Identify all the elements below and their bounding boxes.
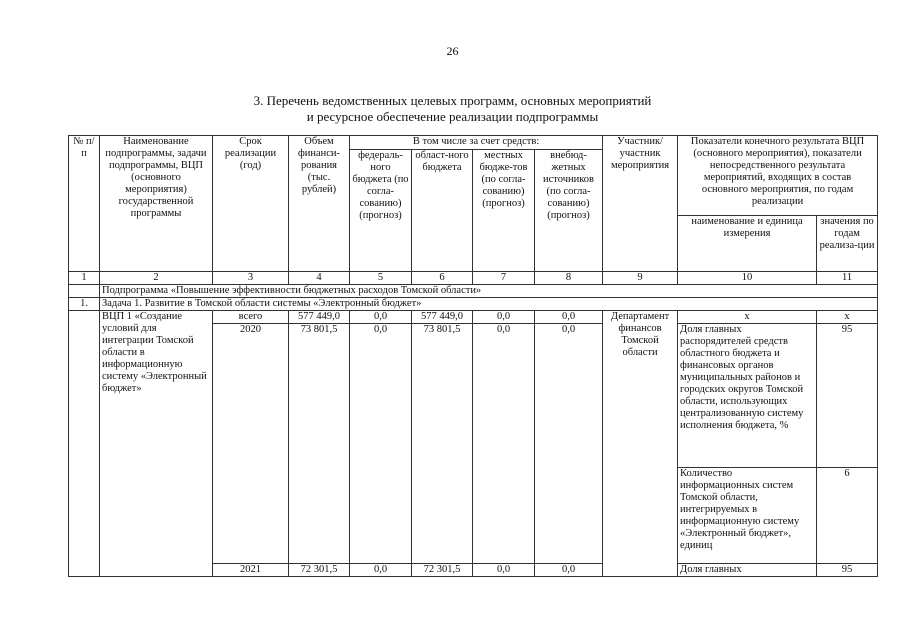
task-row — [69, 298, 878, 311]
cell-indicator: Доля главных — [678, 564, 817, 577]
header-indicators-group: Показатели конечного результата ВЦП (основного мероприятия), показатели непосредственного результата мероприятий, входящих в состав основного мероприятия, по годам реализации — [678, 136, 878, 216]
colnum: 8 — [535, 272, 603, 285]
cell-total: 577 449,0 — [289, 311, 350, 324]
cell-indicator: Количество информационных систем Томской области, интегрируемых в информационную систему «Электронный бюджет», единиц — [678, 468, 817, 564]
cell-indicator: Доля главных распорядителей средств областного бюджета и финансовых органов муниципальных районов и городских округов Томской области, использующих централизованную систему исполнения бюджета, % — [678, 324, 817, 468]
task-number: 1. — [69, 298, 100, 311]
cell-value: 95 — [817, 564, 878, 577]
vcp-name: ВЦП 1 «Создание условий для интеграции Томской области в информационную систему «Электронный бюджет» — [100, 311, 213, 577]
column-numbers-row — [69, 272, 878, 285]
header-local: местных бюдже-тов (по согла-сованию) (прогноз) — [473, 150, 535, 272]
cell-federal: 0,0 — [350, 564, 412, 577]
colnum: 2 — [100, 272, 213, 285]
header-regional: област-ного бюджета — [412, 150, 473, 272]
cell-local: 0,0 — [473, 564, 535, 577]
cell-period: всего — [213, 311, 289, 324]
page-number: 26 — [446, 44, 459, 58]
colnum: 3 — [213, 272, 289, 285]
cell-extra: 0,0 — [535, 564, 603, 577]
colnum: 7 — [473, 272, 535, 285]
header-federal: федераль-ного бюджета (по согла-сованию) (прогноз) — [350, 150, 412, 272]
title-line-2: и ресурсное обеспечение реализации подпрограммы — [306, 109, 599, 124]
colnum: 4 — [289, 272, 350, 285]
cell-extra: 0,0 — [535, 311, 603, 324]
colnum: 5 — [350, 272, 412, 285]
table-row — [69, 311, 878, 324]
cell-local: 0,0 — [473, 311, 535, 324]
header-extra: внебюд-жетных источников (по согла-сованию) (прогноз) — [535, 150, 603, 272]
cell-indicator: х — [678, 311, 817, 324]
cell-extra: 0,0 — [535, 324, 603, 564]
colnum: 10 — [678, 272, 817, 285]
cell-total: 73 801,5 — [289, 324, 350, 564]
program-table — [68, 135, 878, 577]
colnum: 11 — [817, 272, 878, 285]
cell-regional: 73 801,5 — [412, 324, 473, 564]
header-indicator-values: значения по годам реализа-ции — [817, 216, 878, 272]
colnum: 1 — [69, 272, 100, 285]
subprogram-title: Подпрограмма «Повышение эффективности бюджетных расходов Томской области» — [100, 285, 878, 298]
header-indicator-name: наименование и единица измерения — [678, 216, 817, 272]
vcp-participant: Департамент финансов Томской области — [603, 311, 678, 577]
cell-local: 0,0 — [473, 324, 535, 564]
cell-value: 6 — [817, 468, 878, 564]
cell-federal: 0,0 — [350, 324, 412, 564]
cell-value: 95 — [817, 324, 878, 468]
header-participant: Участник/ участник мероприятия — [603, 136, 678, 272]
task-title: Задача 1. Развитие в Томской области системы «Электронный бюджет» — [100, 298, 878, 311]
header-period: Срок реализации (год) — [213, 136, 289, 272]
cell-value: х — [817, 311, 878, 324]
header-name: Наименование подпрограммы, задачи подпрограммы, ВЦП (основного мероприятия) государственной программы — [100, 136, 213, 272]
cell-period: 2020 — [213, 324, 289, 564]
title-line-1: 3. Перечень ведомственных целевых программ, основных мероприятий — [253, 93, 652, 108]
header-num: № п/п — [69, 136, 100, 272]
colnum: 6 — [412, 272, 473, 285]
cell-regional: 72 301,5 — [412, 564, 473, 577]
subprogram-row — [69, 285, 878, 298]
header-volume: Объем финанси-рования (тыс. рублей) — [289, 136, 350, 272]
cell-total: 72 301,5 — [289, 564, 350, 577]
header-funding-group: В том числе за счет средств: — [350, 136, 603, 150]
cell-regional: 577 449,0 — [412, 311, 473, 324]
colnum: 9 — [603, 272, 678, 285]
document-title — [0, 93, 905, 125]
cell-period: 2021 — [213, 564, 289, 577]
cell-federal: 0,0 — [350, 311, 412, 324]
